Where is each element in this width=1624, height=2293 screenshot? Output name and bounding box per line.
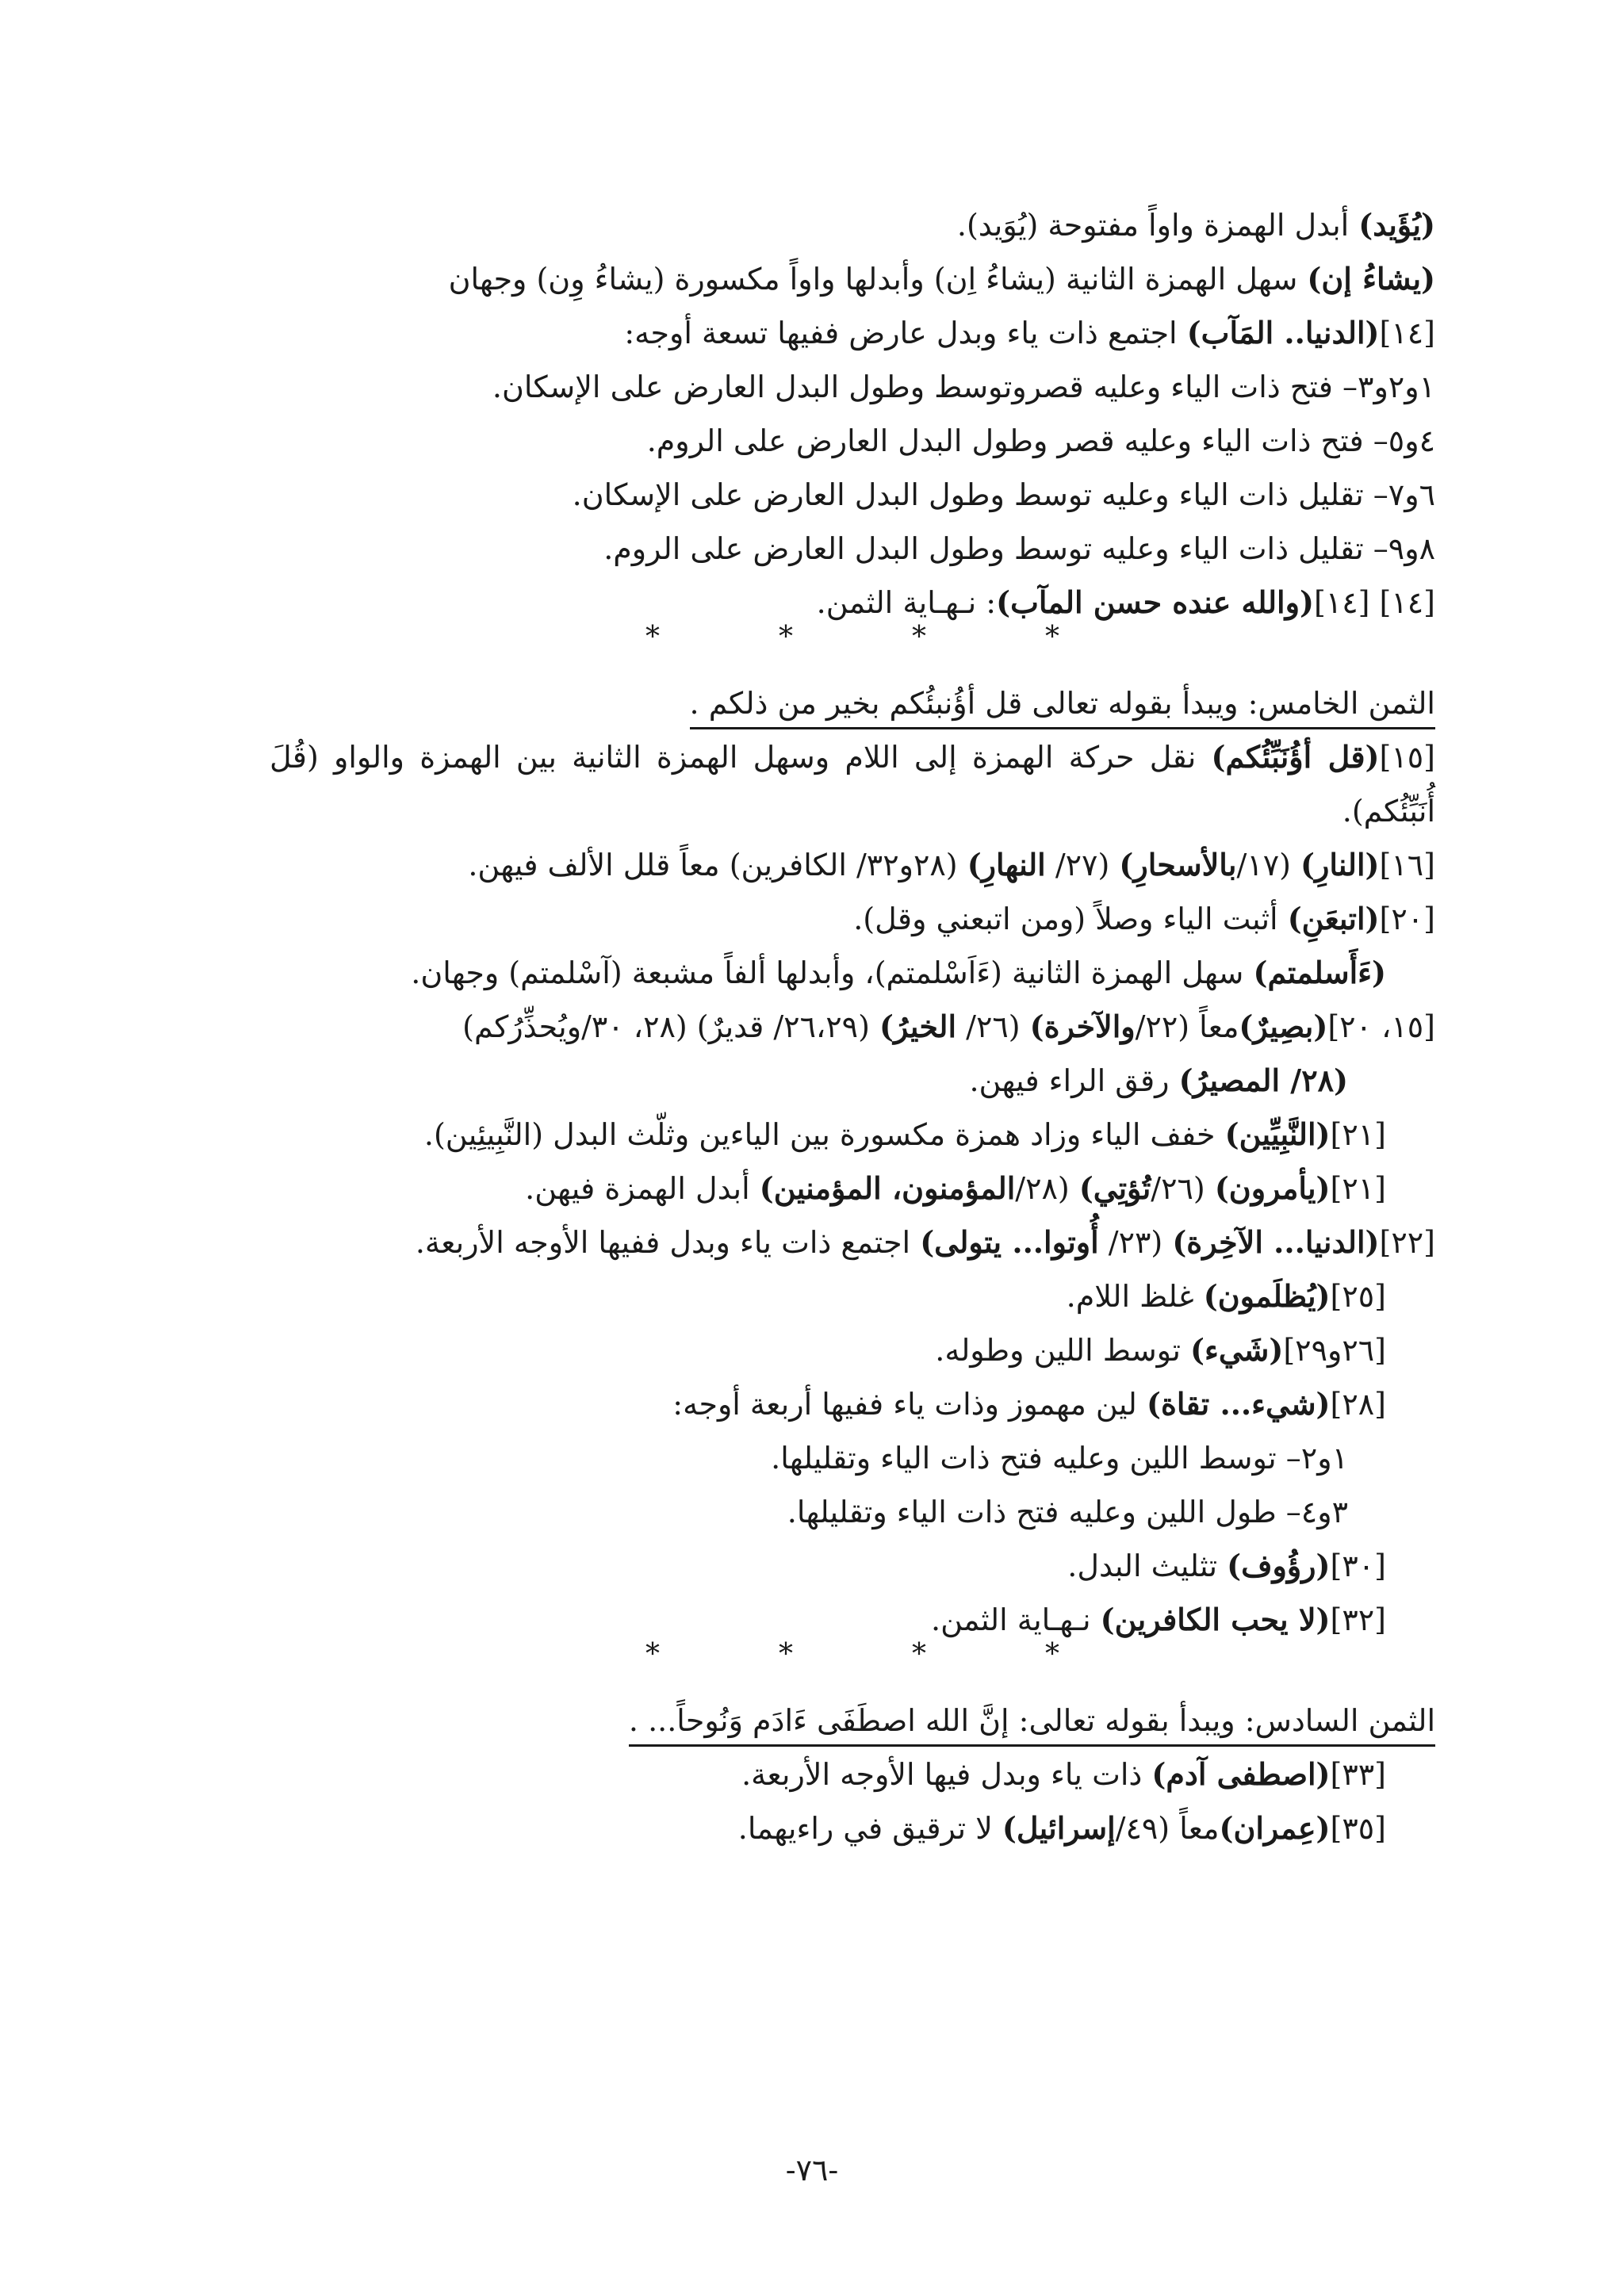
page-number: -٧٦- [785,2153,839,2188]
line-text: (٢٨/ [1015,1171,1079,1206]
line-text: رقق الراء فيهن. [969,1063,1179,1098]
divider-star: * [645,621,660,653]
section-heading-line [270,1694,1435,1748]
line-text: ١و٢– توسط اللين وعليه فتح ذات الياء وتقليلها. [771,1441,1348,1476]
text-line [270,946,1435,1000]
bold-term: (والله عنده حسن المآب) [996,584,1314,620]
document-page [270,198,1435,1855]
bold-term: (بصِيرٌ) [1239,1009,1328,1044]
divider-star: * [779,621,793,653]
text-line [270,1485,1435,1539]
line-text: معاً (٢٢/ [1135,1009,1239,1044]
bold-term: (شَيء) [1189,1332,1284,1368]
verse-number: [٢٢] [1379,1225,1435,1260]
verse-number: [٣٠] [1330,1548,1386,1583]
text-line [270,252,1435,306]
text-line [270,198,1435,252]
bold-term: المؤمنون، المؤمنين) [759,1170,1016,1206]
bold-term: (النَّبِيِّين) [1224,1116,1331,1152]
text-line [270,1215,1435,1269]
verse-number: [٣٣] [1330,1757,1386,1792]
line-text: توسط اللين وطوله. [935,1333,1190,1368]
bold-term: (النارِ) [1300,847,1380,882]
line-text: أثبت الياء وصلاً (ومن اتبعني وقل). [853,902,1288,936]
line-text: ذات ياء وبدل فيها الأوجه الأربعة. [741,1757,1152,1792]
verse-number: [٣٥] [1330,1811,1386,1846]
verse-number: [١٤] [١٤] [1313,585,1435,620]
text-line [270,1162,1435,1215]
text-line [270,1377,1435,1431]
line-text: أبدل الهمزة فيهن. [525,1171,760,1206]
text-line [270,1054,1435,1108]
line-text: (٢٦/ [956,1009,1030,1044]
line-text: (٢٦،٢٩/ قديرٌ) (٢٨، ٣٠/ويُحذِّرُكم) [462,1009,879,1044]
line-text: ١و٢و٣– فتح ذات الياء وعليه قصروتوسط وطول البدل العارض على الإسكان. [492,369,1435,404]
line-text: سهل الهمزة الثانية (يشاءُ اِن) وأبدلها واواً مكسورة (يشاءُ وِن) وجهان [448,262,1308,297]
divider-star: * [1045,1638,1059,1671]
line-text: أبدل الهمزة واواً مفتوحة (يُوَيد). [956,208,1359,243]
text-line [270,414,1435,468]
bold-term: (قل أؤُنَبِّئُكم) [1211,739,1380,775]
divider-star: * [645,1638,660,1671]
verse-number: [٢٨] [1330,1387,1386,1422]
line-text: (٢٦/ [1151,1171,1215,1206]
verse-number: [٢٦و٢٩] [1283,1333,1386,1368]
verse-number: [٢١] [1330,1117,1386,1152]
bold-term: بالأسحارِ) [1119,847,1237,882]
bold-term: (الدنيا.. المَآب) [1186,315,1380,350]
text-line [270,1748,1435,1801]
text-line [270,892,1435,946]
line-text: ٣و٤– طول اللين وعليه فتح ذات الياء وتقليلها. [787,1495,1348,1529]
bold-term: (يشاءُ إن) [1307,261,1435,297]
bold-term: (٢٨/ المصيرُ) [1178,1062,1348,1098]
bold-term: (الدنيا... الآخِرة) [1172,1224,1380,1260]
line-text: تثليث البدل. [1067,1548,1228,1583]
divider-star: * [912,621,926,653]
verse-number: [٢١] [1330,1171,1386,1206]
text-line [270,1108,1435,1162]
text-line [270,838,1435,892]
section-heading: الثمن السادس: ويبدأ بقوله تعالى: إنَّ الله اصطَفَى ءَادَم وَنُوحاً... . [629,1697,1435,1747]
bold-term: (رؤُوف) [1227,1548,1331,1583]
line-text: معاً (٤٩/ [1115,1811,1220,1846]
bold-term: (اصطفى آدم) [1151,1756,1331,1792]
verse-number: [٣٢] [1330,1602,1386,1637]
divider-star: * [779,1638,793,1671]
line-text: ٦و٧– تقليل ذات الياء وعليه توسط وطول البدل العارض على الإسكان. [572,477,1435,512]
line-text: ٤و٥– فتح ذات الياء وعليه قصر وطول البدل العارض على الروم. [646,423,1435,458]
text-line [270,1539,1435,1593]
text-line [270,1323,1435,1377]
line-text: اجتمع ذات ياء وبدل ففيها الأوجه الأربعة. [415,1225,921,1260]
line-text: غلظ اللام. [1066,1279,1204,1314]
verse-number: [١٦] [1379,848,1435,882]
text-line [270,468,1435,522]
bold-term: (يُظلَمون) [1203,1278,1331,1314]
line-text: نقل حركة الهمزة إلى اللام وسهل الهمزة الثانية بين الهمزة والواو (قُلَ أُنَبِّئُكم). [270,740,1435,829]
line-text: سهل الهمزة الثانية (ءَاَسْلمتم)، وأبدلها ألفاً مشبعة (آسْلمتم) وجهان. [411,955,1254,990]
bold-term: الخيرُ) [879,1009,957,1044]
text-line [270,1000,1435,1054]
line-text: : نـهـاية الثمن. [816,585,997,620]
text-line [270,1801,1435,1855]
verse-number: [١٤] [1379,316,1435,350]
bold-term: النهارِ) [967,847,1046,882]
bold-term: والآخرة) [1029,1009,1136,1044]
verse-number: [٢٥] [1330,1279,1386,1314]
line-text: (٢٨و٣٢/ الكافرين) معاً قلل الألف فيهن. [468,848,967,882]
section-heading: الثمن الخامس: ويبدأ بقوله تعالى قل أؤُنبئُكم بخير من ذلكم . [690,679,1435,729]
verse-number: [١٥] [1379,740,1435,775]
line-text: نـهـاية الثمن. [931,1602,1101,1637]
text-line [270,730,1435,838]
text-line [270,522,1435,576]
bold-term: (لا يحب الكافرين) [1100,1602,1331,1637]
text-line [270,306,1435,360]
bold-term: (ءَأَسلمتم) [1253,955,1386,990]
bold-term: (يأمرون) [1214,1170,1331,1206]
section-heading-line [270,677,1435,730]
bold-term: (عِمران) [1219,1810,1331,1846]
text-line [270,360,1435,414]
text-line [270,1269,1435,1323]
line-text: لين مهموز وذات ياء ففيها أربعة أوجه: [672,1387,1147,1422]
line-text: (٢٣/ [1098,1225,1173,1260]
line-text: لا ترقيق في راءيهما. [737,1811,1002,1846]
verse-number: [٢٠] [1379,902,1435,936]
line-text: (٢٧/ [1045,848,1120,882]
divider-star: * [912,1638,926,1671]
line-text: اجتمع ذات ياء وبدل عارض ففيها تسعة أوجه: [624,316,1187,350]
line-text: ٨و٩– تقليل ذات الياء وعليه توسط وطول البدل العارض على الروم. [603,531,1435,566]
line-text: خفف الياء وزاد همزة مكسورة بين الياءين وثلّث البدل (النَّبِيئِين). [423,1117,1225,1152]
bold-term: (يُؤَيد) [1358,207,1435,243]
bold-term: إسرائيل) [1002,1810,1116,1846]
bold-term: (شيء... تقاة) [1146,1386,1331,1422]
line-text: (١٧/ [1236,848,1301,882]
divider-star: * [1045,621,1059,653]
bold-term: تُؤتِي) [1078,1170,1151,1206]
bold-term: (اتبعَنِ) [1287,901,1380,936]
verse-number: [١٥، ٢٠] [1327,1009,1435,1044]
text-line [270,1431,1435,1485]
bold-term: أُوتوا... يتولى) [920,1224,1099,1260]
